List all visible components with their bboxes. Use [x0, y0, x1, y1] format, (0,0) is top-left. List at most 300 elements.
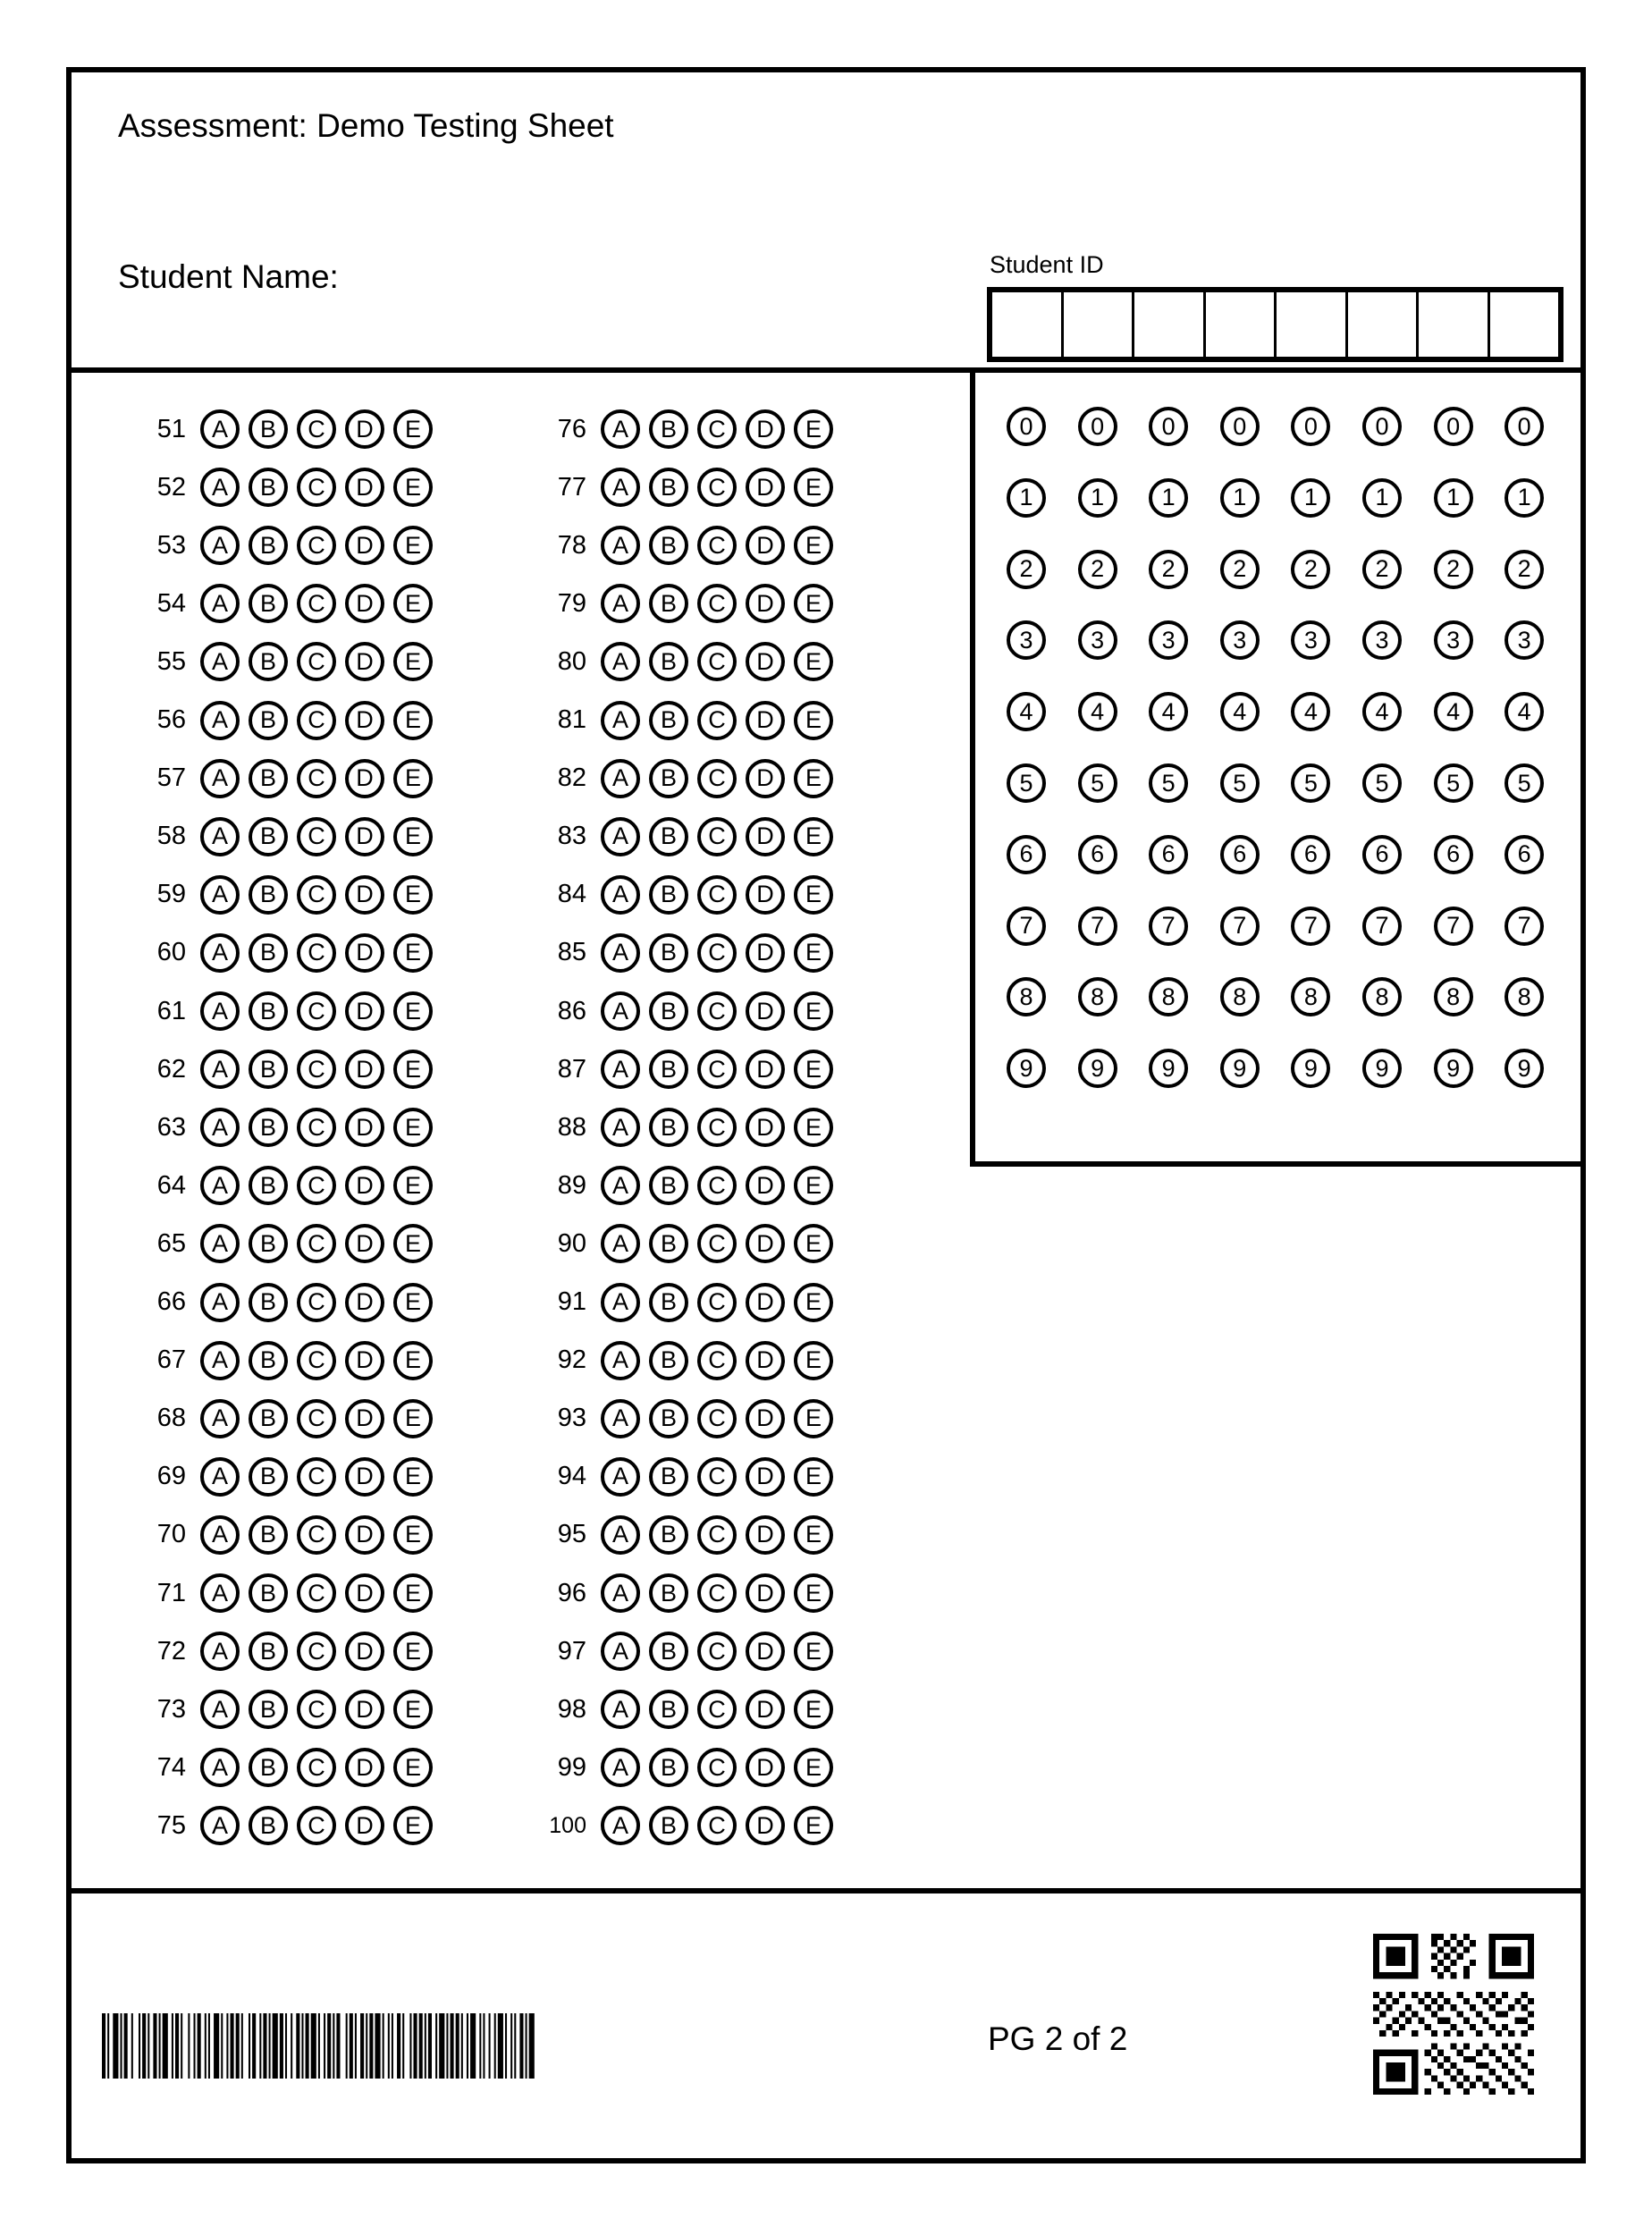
answer-bubble-e[interactable]: E — [794, 526, 833, 565]
id-digit-bubble[interactable]: 8 — [1078, 977, 1117, 1016]
answer-bubble-e[interactable]: E — [393, 1283, 433, 1322]
answer-bubble-b[interactable]: B — [649, 1748, 688, 1787]
answer-bubble-d[interactable]: D — [345, 1806, 384, 1845]
answer-bubble-e[interactable]: E — [393, 1399, 433, 1438]
id-digit-bubble[interactable]: 3 — [1504, 620, 1544, 660]
answer-bubble-c[interactable]: C — [297, 991, 336, 1031]
answer-bubble-a[interactable]: A — [200, 409, 240, 449]
answer-bubble-d[interactable]: D — [345, 526, 384, 565]
answer-bubble-d[interactable]: D — [746, 817, 785, 856]
answer-bubble-e[interactable]: E — [393, 817, 433, 856]
id-digit-bubble[interactable]: 1 — [1007, 478, 1046, 518]
answer-bubble-b[interactable]: B — [649, 1341, 688, 1380]
answer-bubble-e[interactable]: E — [393, 1515, 433, 1555]
answer-bubble-c[interactable]: C — [297, 817, 336, 856]
id-digit-bubble[interactable]: 2 — [1149, 550, 1188, 589]
id-digit-bubble[interactable]: 6 — [1362, 835, 1402, 874]
answer-bubble-a[interactable]: A — [601, 1341, 640, 1380]
id-digit-bubble[interactable]: 7 — [1149, 907, 1188, 946]
id-digit-bubble[interactable]: 7 — [1220, 907, 1260, 946]
id-digit-bubble[interactable]: 3 — [1434, 620, 1473, 660]
answer-bubble-c[interactable]: C — [697, 1690, 737, 1729]
answer-bubble-a[interactable]: A — [200, 468, 240, 507]
id-digit-bubble[interactable]: 4 — [1078, 692, 1117, 731]
answer-bubble-a[interactable]: A — [601, 1166, 640, 1205]
id-digit-bubble[interactable]: 5 — [1434, 763, 1473, 803]
answer-bubble-d[interactable]: D — [345, 933, 384, 973]
id-digit-bubble[interactable]: 9 — [1504, 1049, 1544, 1088]
id-digit-bubble[interactable]: 4 — [1007, 692, 1046, 731]
answer-bubble-b[interactable]: B — [649, 701, 688, 740]
answer-bubble-c[interactable]: C — [297, 1573, 336, 1613]
answer-bubble-b[interactable]: B — [649, 526, 688, 565]
id-digit-bubble[interactable]: 7 — [1504, 907, 1544, 946]
answer-bubble-a[interactable]: A — [200, 933, 240, 973]
id-digit-bubble[interactable]: 8 — [1434, 977, 1473, 1016]
answer-bubble-e[interactable]: E — [794, 1399, 833, 1438]
answer-bubble-b[interactable]: B — [649, 1690, 688, 1729]
answer-bubble-d[interactable]: D — [746, 701, 785, 740]
answer-bubble-c[interactable]: C — [297, 1515, 336, 1555]
id-digit-bubble[interactable]: 7 — [1007, 907, 1046, 946]
answer-bubble-d[interactable]: D — [746, 1748, 785, 1787]
answer-bubble-b[interactable]: B — [249, 1806, 288, 1845]
answer-bubble-d[interactable]: D — [345, 1283, 384, 1322]
id-digit-bubble[interactable]: 8 — [1291, 977, 1330, 1016]
answer-bubble-e[interactable]: E — [393, 1632, 433, 1671]
answer-bubble-d[interactable]: D — [746, 759, 785, 798]
id-digit-bubble[interactable]: 9 — [1007, 1049, 1046, 1088]
answer-bubble-c[interactable]: C — [297, 584, 336, 623]
answer-bubble-e[interactable]: E — [794, 1632, 833, 1671]
answer-bubble-d[interactable]: D — [746, 526, 785, 565]
answer-bubble-b[interactable]: B — [249, 1283, 288, 1322]
student-id-box[interactable] — [1490, 292, 1559, 357]
answer-bubble-b[interactable]: B — [249, 1399, 288, 1438]
answer-bubble-e[interactable]: E — [794, 1050, 833, 1089]
answer-bubble-b[interactable]: B — [249, 1224, 288, 1263]
id-digit-bubble[interactable]: 1 — [1149, 478, 1188, 518]
answer-bubble-c[interactable]: C — [697, 1108, 737, 1147]
answer-bubble-a[interactable]: A — [601, 468, 640, 507]
answer-bubble-a[interactable]: A — [200, 1050, 240, 1089]
answer-bubble-a[interactable]: A — [200, 1690, 240, 1729]
answer-bubble-b[interactable]: B — [649, 1166, 688, 1205]
answer-bubble-a[interactable]: A — [601, 526, 640, 565]
answer-bubble-d[interactable]: D — [746, 409, 785, 449]
answer-bubble-b[interactable]: B — [649, 759, 688, 798]
id-digit-bubble[interactable]: 3 — [1220, 620, 1260, 660]
answer-bubble-d[interactable]: D — [345, 1748, 384, 1787]
answer-bubble-c[interactable]: C — [297, 875, 336, 915]
answer-bubble-b[interactable]: B — [649, 817, 688, 856]
answer-bubble-b[interactable]: B — [249, 759, 288, 798]
answer-bubble-e[interactable]: E — [794, 817, 833, 856]
answer-bubble-c[interactable]: C — [697, 468, 737, 507]
answer-bubble-e[interactable]: E — [794, 875, 833, 915]
id-digit-bubble[interactable]: 6 — [1434, 835, 1473, 874]
id-digit-bubble[interactable]: 4 — [1504, 692, 1544, 731]
id-digit-bubble[interactable]: 7 — [1291, 907, 1330, 946]
answer-bubble-a[interactable]: A — [200, 1573, 240, 1613]
answer-bubble-d[interactable]: D — [746, 642, 785, 681]
id-digit-bubble[interactable]: 5 — [1504, 763, 1544, 803]
answer-bubble-b[interactable]: B — [649, 991, 688, 1031]
answer-bubble-a[interactable]: A — [200, 1283, 240, 1322]
answer-bubble-b[interactable]: B — [649, 1515, 688, 1555]
answer-bubble-c[interactable]: C — [697, 875, 737, 915]
answer-bubble-c[interactable]: C — [297, 526, 336, 565]
answer-bubble-a[interactable]: A — [200, 1806, 240, 1845]
id-digit-bubble[interactable]: 5 — [1362, 763, 1402, 803]
answer-bubble-e[interactable]: E — [393, 759, 433, 798]
id-digit-bubble[interactable]: 6 — [1504, 835, 1544, 874]
answer-bubble-c[interactable]: C — [697, 584, 737, 623]
answer-bubble-b[interactable]: B — [249, 468, 288, 507]
id-digit-bubble[interactable]: 9 — [1434, 1049, 1473, 1088]
answer-bubble-b[interactable]: B — [649, 584, 688, 623]
id-digit-bubble[interactable]: 3 — [1078, 620, 1117, 660]
answer-bubble-e[interactable]: E — [794, 933, 833, 973]
answer-bubble-c[interactable]: C — [697, 1457, 737, 1497]
id-digit-bubble[interactable]: 2 — [1362, 550, 1402, 589]
id-digit-bubble[interactable]: 2 — [1434, 550, 1473, 589]
answer-bubble-b[interactable]: B — [249, 584, 288, 623]
answer-bubble-b[interactable]: B — [649, 1108, 688, 1147]
answer-bubble-e[interactable]: E — [794, 1515, 833, 1555]
answer-bubble-e[interactable]: E — [794, 759, 833, 798]
answer-bubble-a[interactable]: A — [601, 1050, 640, 1089]
answer-bubble-e[interactable]: E — [393, 642, 433, 681]
answer-bubble-e[interactable]: E — [393, 526, 433, 565]
answer-bubble-c[interactable]: C — [697, 817, 737, 856]
answer-bubble-c[interactable]: C — [297, 1748, 336, 1787]
id-digit-bubble[interactable]: 7 — [1434, 907, 1473, 946]
id-digit-bubble[interactable]: 6 — [1149, 835, 1188, 874]
answer-bubble-e[interactable]: E — [794, 1690, 833, 1729]
answer-bubble-d[interactable]: D — [746, 1283, 785, 1322]
id-digit-bubble[interactable]: 0 — [1220, 407, 1260, 446]
answer-bubble-e[interactable]: E — [794, 1108, 833, 1147]
answer-bubble-a[interactable]: A — [601, 1399, 640, 1438]
id-digit-bubble[interactable]: 1 — [1362, 478, 1402, 518]
id-digit-bubble[interactable]: 9 — [1149, 1049, 1188, 1088]
id-digit-bubble[interactable]: 4 — [1434, 692, 1473, 731]
answer-bubble-d[interactable]: D — [345, 584, 384, 623]
answer-bubble-d[interactable]: D — [345, 409, 384, 449]
answer-bubble-e[interactable]: E — [393, 1690, 433, 1729]
answer-bubble-a[interactable]: A — [200, 1224, 240, 1263]
id-digit-bubble[interactable]: 5 — [1007, 763, 1046, 803]
answer-bubble-b[interactable]: B — [649, 409, 688, 449]
answer-bubble-d[interactable]: D — [746, 1166, 785, 1205]
answer-bubble-d[interactable]: D — [746, 1573, 785, 1613]
id-digit-bubble[interactable]: 5 — [1149, 763, 1188, 803]
answer-bubble-d[interactable]: D — [345, 1341, 384, 1380]
id-digit-bubble[interactable]: 6 — [1078, 835, 1117, 874]
id-digit-bubble[interactable]: 4 — [1149, 692, 1188, 731]
answer-bubble-d[interactable]: D — [345, 468, 384, 507]
answer-bubble-a[interactable]: A — [200, 759, 240, 798]
id-digit-bubble[interactable]: 7 — [1078, 907, 1117, 946]
answer-bubble-c[interactable]: C — [697, 1166, 737, 1205]
answer-bubble-a[interactable]: A — [200, 526, 240, 565]
answer-bubble-d[interactable]: D — [746, 468, 785, 507]
answer-bubble-d[interactable]: D — [345, 1573, 384, 1613]
answer-bubble-b[interactable]: B — [649, 933, 688, 973]
answer-bubble-e[interactable]: E — [794, 1748, 833, 1787]
answer-bubble-d[interactable]: D — [345, 817, 384, 856]
answer-bubble-e[interactable]: E — [393, 1748, 433, 1787]
answer-bubble-b[interactable]: B — [249, 1690, 288, 1729]
student-id-box[interactable] — [1419, 292, 1490, 357]
answer-bubble-d[interactable]: D — [746, 1632, 785, 1671]
id-digit-bubble[interactable]: 0 — [1362, 407, 1402, 446]
id-digit-bubble[interactable]: 9 — [1291, 1049, 1330, 1088]
answer-bubble-a[interactable]: A — [200, 1166, 240, 1205]
answer-bubble-a[interactable]: A — [601, 875, 640, 915]
student-id-box[interactable] — [1348, 292, 1420, 357]
answer-bubble-a[interactable]: A — [601, 409, 640, 449]
answer-bubble-b[interactable]: B — [249, 1457, 288, 1497]
id-digit-bubble[interactable]: 4 — [1362, 692, 1402, 731]
answer-bubble-b[interactable]: B — [249, 1573, 288, 1613]
id-digit-bubble[interactable]: 4 — [1220, 692, 1260, 731]
answer-bubble-e[interactable]: E — [794, 1806, 833, 1845]
answer-bubble-b[interactable]: B — [249, 991, 288, 1031]
answer-bubble-c[interactable]: C — [297, 1108, 336, 1147]
answer-bubble-e[interactable]: E — [393, 468, 433, 507]
answer-bubble-a[interactable]: A — [601, 1224, 640, 1263]
answer-bubble-b[interactable]: B — [649, 1573, 688, 1613]
answer-bubble-c[interactable]: C — [297, 1224, 336, 1263]
answer-bubble-a[interactable]: A — [200, 1515, 240, 1555]
answer-bubble-b[interactable]: B — [249, 1166, 288, 1205]
answer-bubble-b[interactable]: B — [249, 642, 288, 681]
answer-bubble-d[interactable]: D — [345, 875, 384, 915]
answer-bubble-a[interactable]: A — [601, 933, 640, 973]
answer-bubble-e[interactable]: E — [794, 1224, 833, 1263]
answer-bubble-a[interactable]: A — [200, 1399, 240, 1438]
id-digit-bubble[interactable]: 6 — [1220, 835, 1260, 874]
answer-bubble-c[interactable]: C — [697, 1050, 737, 1089]
id-digit-bubble[interactable]: 1 — [1504, 478, 1544, 518]
id-digit-bubble[interactable]: 6 — [1291, 835, 1330, 874]
id-digit-bubble[interactable]: 5 — [1220, 763, 1260, 803]
answer-bubble-a[interactable]: A — [601, 1748, 640, 1787]
id-digit-bubble[interactable]: 0 — [1149, 407, 1188, 446]
answer-bubble-d[interactable]: D — [746, 1515, 785, 1555]
answer-bubble-b[interactable]: B — [649, 1050, 688, 1089]
answer-bubble-c[interactable]: C — [697, 1806, 737, 1845]
answer-bubble-b[interactable]: B — [249, 1748, 288, 1787]
answer-bubble-e[interactable]: E — [393, 1457, 433, 1497]
answer-bubble-e[interactable]: E — [393, 584, 433, 623]
answer-bubble-a[interactable]: A — [601, 991, 640, 1031]
answer-bubble-c[interactable]: C — [697, 1224, 737, 1263]
answer-bubble-a[interactable]: A — [601, 1457, 640, 1497]
answer-bubble-b[interactable]: B — [649, 1399, 688, 1438]
answer-bubble-c[interactable]: C — [697, 1283, 737, 1322]
id-digit-bubble[interactable]: 0 — [1007, 407, 1046, 446]
answer-bubble-d[interactable]: D — [746, 875, 785, 915]
answer-bubble-a[interactable]: A — [200, 817, 240, 856]
id-digit-bubble[interactable]: 0 — [1078, 407, 1117, 446]
answer-bubble-a[interactable]: A — [200, 991, 240, 1031]
answer-bubble-d[interactable]: D — [345, 701, 384, 740]
answer-bubble-a[interactable]: A — [200, 701, 240, 740]
answer-bubble-e[interactable]: E — [393, 409, 433, 449]
answer-bubble-b[interactable]: B — [249, 701, 288, 740]
answer-bubble-a[interactable]: A — [601, 701, 640, 740]
answer-bubble-b[interactable]: B — [649, 468, 688, 507]
answer-bubble-d[interactable]: D — [746, 1806, 785, 1845]
answer-bubble-e[interactable]: E — [393, 701, 433, 740]
id-digit-bubble[interactable]: 1 — [1220, 478, 1260, 518]
id-digit-bubble[interactable]: 3 — [1007, 620, 1046, 660]
id-digit-bubble[interactable]: 6 — [1007, 835, 1046, 874]
answer-bubble-e[interactable]: E — [794, 1341, 833, 1380]
id-digit-bubble[interactable]: 8 — [1504, 977, 1544, 1016]
id-digit-bubble[interactable]: 9 — [1220, 1049, 1260, 1088]
answer-bubble-a[interactable]: A — [200, 875, 240, 915]
answer-bubble-a[interactable]: A — [200, 642, 240, 681]
answer-bubble-d[interactable]: D — [345, 1690, 384, 1729]
answer-bubble-b[interactable]: B — [249, 526, 288, 565]
answer-bubble-e[interactable]: E — [393, 1341, 433, 1380]
answer-bubble-a[interactable]: A — [601, 1573, 640, 1613]
answer-bubble-b[interactable]: B — [649, 1283, 688, 1322]
answer-bubble-d[interactable]: D — [345, 642, 384, 681]
answer-bubble-a[interactable]: A — [601, 642, 640, 681]
answer-bubble-c[interactable]: C — [697, 526, 737, 565]
id-digit-bubble[interactable]: 5 — [1078, 763, 1117, 803]
answer-bubble-d[interactable]: D — [345, 1108, 384, 1147]
student-id-box[interactable] — [1134, 292, 1206, 357]
answer-bubble-b[interactable]: B — [249, 1108, 288, 1147]
answer-bubble-c[interactable]: C — [697, 1399, 737, 1438]
answer-bubble-c[interactable]: C — [297, 1690, 336, 1729]
answer-bubble-d[interactable]: D — [345, 1166, 384, 1205]
student-id-box[interactable] — [1206, 292, 1277, 357]
answer-bubble-c[interactable]: C — [697, 1573, 737, 1613]
answer-bubble-b[interactable]: B — [249, 1050, 288, 1089]
answer-bubble-e[interactable]: E — [794, 1283, 833, 1322]
id-digit-bubble[interactable]: 8 — [1149, 977, 1188, 1016]
answer-bubble-c[interactable]: C — [297, 1806, 336, 1845]
answer-bubble-d[interactable]: D — [746, 1224, 785, 1263]
answer-bubble-e[interactable]: E — [794, 1573, 833, 1613]
answer-bubble-d[interactable]: D — [746, 991, 785, 1031]
answer-bubble-b[interactable]: B — [249, 409, 288, 449]
answer-bubble-d[interactable]: D — [345, 1457, 384, 1497]
answer-bubble-d[interactable]: D — [345, 991, 384, 1031]
answer-bubble-c[interactable]: C — [697, 991, 737, 1031]
student-id-box[interactable] — [1277, 292, 1348, 357]
answer-bubble-e[interactable]: E — [794, 1457, 833, 1497]
answer-bubble-c[interactable]: C — [697, 1632, 737, 1671]
answer-bubble-e[interactable]: E — [393, 1050, 433, 1089]
id-digit-bubble[interactable]: 2 — [1007, 550, 1046, 589]
answer-bubble-c[interactable]: C — [297, 933, 336, 973]
answer-bubble-a[interactable]: A — [200, 1341, 240, 1380]
id-digit-bubble[interactable]: 5 — [1291, 763, 1330, 803]
answer-bubble-e[interactable]: E — [393, 1573, 433, 1613]
answer-bubble-b[interactable]: B — [649, 1632, 688, 1671]
answer-bubble-b[interactable]: B — [249, 1632, 288, 1671]
answer-bubble-c[interactable]: C — [697, 701, 737, 740]
answer-bubble-c[interactable]: C — [297, 701, 336, 740]
answer-bubble-a[interactable]: A — [200, 1108, 240, 1147]
answer-bubble-b[interactable]: B — [249, 1341, 288, 1380]
answer-bubble-c[interactable]: C — [297, 409, 336, 449]
id-digit-bubble[interactable]: 8 — [1362, 977, 1402, 1016]
id-digit-bubble[interactable]: 0 — [1434, 407, 1473, 446]
answer-bubble-c[interactable]: C — [297, 1166, 336, 1205]
id-digit-bubble[interactable]: 2 — [1078, 550, 1117, 589]
answer-bubble-c[interactable]: C — [297, 1399, 336, 1438]
id-digit-bubble[interactable]: 1 — [1078, 478, 1117, 518]
id-digit-bubble[interactable]: 9 — [1078, 1049, 1117, 1088]
answer-bubble-b[interactable]: B — [249, 817, 288, 856]
answer-bubble-e[interactable]: E — [794, 642, 833, 681]
answer-bubble-a[interactable]: A — [601, 1632, 640, 1671]
answer-bubble-c[interactable]: C — [697, 1515, 737, 1555]
answer-bubble-b[interactable]: B — [649, 1806, 688, 1845]
answer-bubble-d[interactable]: D — [345, 1515, 384, 1555]
id-digit-bubble[interactable]: 1 — [1291, 478, 1330, 518]
answer-bubble-d[interactable]: D — [345, 759, 384, 798]
answer-bubble-d[interactable]: D — [345, 1632, 384, 1671]
id-digit-bubble[interactable]: 7 — [1362, 907, 1402, 946]
answer-bubble-e[interactable]: E — [393, 1166, 433, 1205]
id-digit-bubble[interactable]: 0 — [1291, 407, 1330, 446]
answer-bubble-b[interactable]: B — [649, 1457, 688, 1497]
answer-bubble-d[interactable]: D — [746, 1341, 785, 1380]
student-id-box[interactable] — [1064, 292, 1135, 357]
answer-bubble-b[interactable]: B — [249, 933, 288, 973]
id-digit-bubble[interactable]: 4 — [1291, 692, 1330, 731]
answer-bubble-a[interactable]: A — [601, 817, 640, 856]
answer-bubble-c[interactable]: C — [297, 1457, 336, 1497]
answer-bubble-c[interactable]: C — [297, 468, 336, 507]
student-id-box[interactable] — [992, 292, 1064, 357]
answer-bubble-c[interactable]: C — [297, 1341, 336, 1380]
answer-bubble-e[interactable]: E — [794, 701, 833, 740]
answer-bubble-c[interactable]: C — [297, 759, 336, 798]
answer-bubble-d[interactable]: D — [746, 1690, 785, 1729]
id-digit-bubble[interactable]: 8 — [1007, 977, 1046, 1016]
id-digit-bubble[interactable]: 9 — [1362, 1049, 1402, 1088]
id-digit-bubble[interactable]: 1 — [1434, 478, 1473, 518]
answer-bubble-e[interactable]: E — [794, 409, 833, 449]
answer-bubble-c[interactable]: C — [297, 1283, 336, 1322]
id-digit-bubble[interactable]: 2 — [1504, 550, 1544, 589]
answer-bubble-d[interactable]: D — [746, 1050, 785, 1089]
answer-bubble-a[interactable]: A — [601, 1283, 640, 1322]
answer-bubble-a[interactable]: A — [601, 759, 640, 798]
answer-bubble-d[interactable]: D — [746, 933, 785, 973]
answer-bubble-e[interactable]: E — [794, 584, 833, 623]
id-digit-bubble[interactable]: 2 — [1220, 550, 1260, 589]
answer-bubble-a[interactable]: A — [601, 1806, 640, 1845]
answer-bubble-e[interactable]: E — [794, 1166, 833, 1205]
answer-bubble-d[interactable]: D — [746, 1457, 785, 1497]
answer-bubble-e[interactable]: E — [393, 875, 433, 915]
answer-bubble-b[interactable]: B — [649, 642, 688, 681]
answer-bubble-c[interactable]: C — [697, 1748, 737, 1787]
answer-bubble-a[interactable]: A — [601, 1108, 640, 1147]
